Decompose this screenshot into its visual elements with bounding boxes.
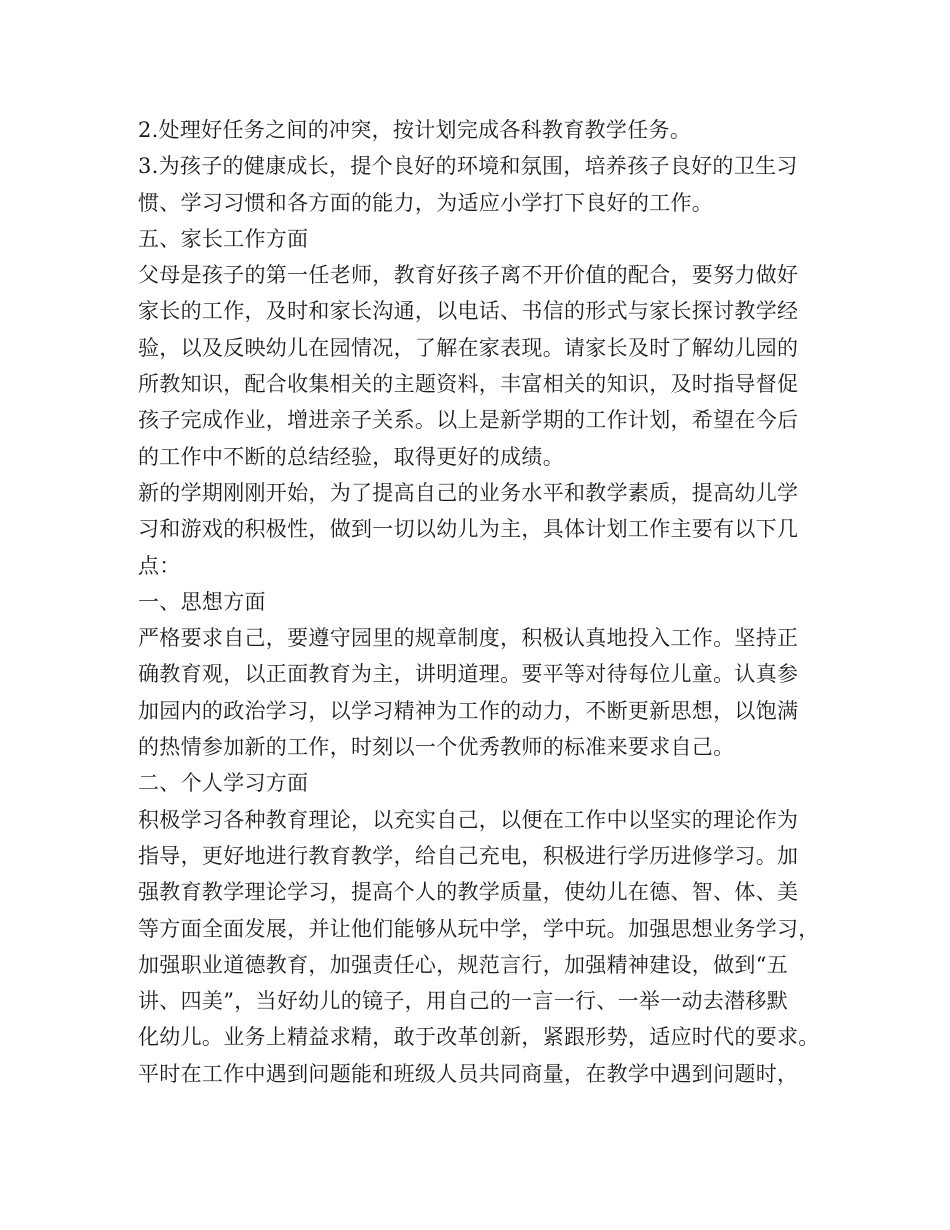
- paragraph-line: 的工作中不断的总结经验，取得更好的成绩。: [138, 444, 564, 469]
- paragraph-line: 积极学习各种教育理论，以充实自己，以便在工作中以坚实的理论作为: [138, 807, 799, 832]
- paragraph-line: 验，以及反映幼儿在园情况，了解在家表现。请家长及时了解幼儿园的: [138, 335, 799, 360]
- paragraph-line: 习和游戏的积极性，做到一切以幼儿为主，具体计划工作主要有以下几: [138, 517, 799, 542]
- paragraph-line: 加强职业道德教育，加强责任心，规范言行，加强精神建设，做到“五: [138, 952, 789, 977]
- paragraph-line: 父母是孩子的第一任老师，教育好孩子离不开价值的配合，要努力做好: [138, 263, 799, 288]
- paragraph-line: 孩子完成作业，增进亲子关系。以上是新学期的工作计划，希望在今后: [138, 408, 799, 433]
- paragraph-line: 化幼儿。业务上精益求精，敢于改革创新，紧跟形势，适应时代的要求。: [138, 1025, 820, 1050]
- paragraph-line: 所教知识，配合收集相关的主题资料，丰富相关的知识，及时指导督促: [138, 372, 799, 397]
- paragraph-line: 强教育教学理论学习，提高个人的教学质量，使幼儿在德、智、体、美: [138, 880, 799, 905]
- section-heading-parents: 五、家长工作方面: [138, 226, 309, 251]
- paragraph-line: 的热情参加新的工作，时刻以一个优秀教师的标准来要求自己。: [138, 735, 735, 760]
- paragraph-line: 家长的工作，及时和家长沟通，以电话、书信的形式与家长探讨教学经: [138, 299, 799, 324]
- paragraph-line: 新的学期刚刚开始，为了提高自己的业务水平和教学素质，提高幼儿学: [138, 480, 799, 505]
- list-item-2: 2.处理好任务之间的冲突，按计划完成各科教育教学任务。: [138, 118, 692, 142]
- paragraph-line: 严格要求自己，要遵守园里的规章制度，积极认真地投入工作。坚持正: [138, 626, 799, 651]
- section-heading-study: 二、个人学习方面: [138, 771, 309, 796]
- paragraph-line: 点：: [138, 553, 181, 578]
- list-item-3: 3.为孩子的健康成长，提个良好的环境和氛围，培养孩子良好的卫生习: [138, 154, 798, 179]
- document-body: [138, 112, 828, 1092]
- paragraph-line: 讲、四美”，当好幼儿的镜子，用自己的一言一行、一举一动去潜移默: [138, 989, 789, 1014]
- paragraph-line: 指导，更好地进行教育教学，给自己充电，积极进行学历进修学习。加: [138, 843, 799, 868]
- paragraph-line: 确教育观，以正面教育为主，讲明道理。要平等对待每位儿童。认真参: [138, 662, 799, 687]
- list-item-3-continued: 惯、学习习惯和各方面的能力，为适应小学打下良好的工作。: [138, 190, 714, 215]
- paragraph-line: 平时在工作中遇到问题能和班级人员共同商量，在教学中遇到问题时，: [138, 1061, 799, 1086]
- section-heading-thought: 一、思想方面: [138, 589, 266, 614]
- paragraph-line: 等方面全面发展，并让他们能够从玩中学，学中玩。加强思想业务学习，: [138, 916, 820, 941]
- paragraph-line: 加园内的政治学习，以学习精神为工作的动力，不断更新思想，以饱满: [138, 698, 799, 723]
